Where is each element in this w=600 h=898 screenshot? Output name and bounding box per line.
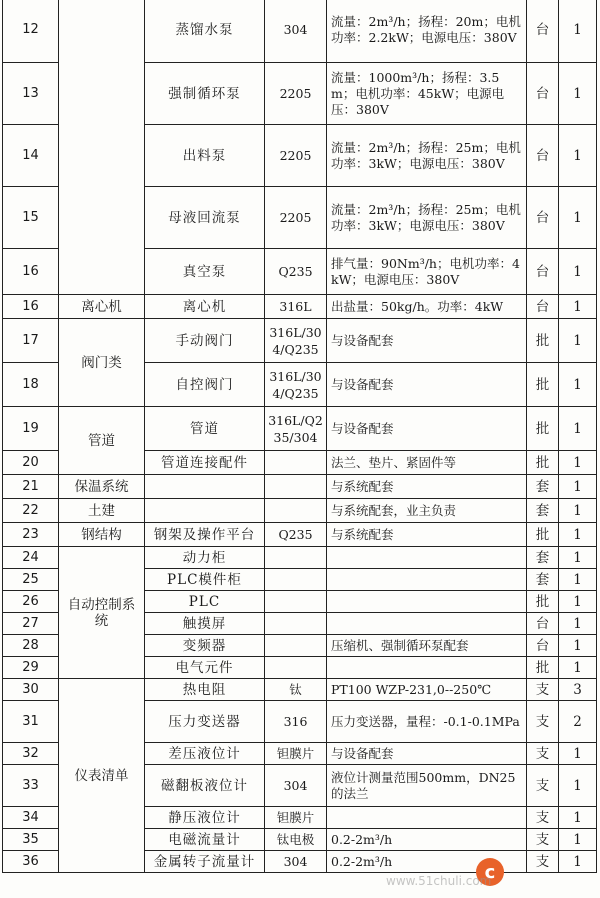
category-cell: 仪表清单 xyxy=(59,679,145,873)
unit: 支 xyxy=(527,679,559,701)
item-name: 自控阀门 xyxy=(145,363,265,407)
item-name: 离心机 xyxy=(145,295,265,319)
unit: 批 xyxy=(527,657,559,679)
specification xyxy=(327,613,527,635)
unit: 台 xyxy=(527,613,559,635)
item-name: PLC xyxy=(145,591,265,613)
specification: 排气量：90Nm³/h；电机功率：4kW；电源电压：380V xyxy=(327,249,527,295)
specification: 与设备配套 xyxy=(327,743,527,765)
material: 304 xyxy=(265,0,327,63)
category-cell: 离心机 xyxy=(59,295,145,319)
row-number: 29 xyxy=(3,657,59,679)
material: Q235 xyxy=(265,249,327,295)
category-cell: 保温系统 xyxy=(59,475,145,499)
material: 钽膜片 xyxy=(265,807,327,829)
unit: 台 xyxy=(527,295,559,319)
specification xyxy=(327,569,527,591)
row-number: 12 xyxy=(3,0,59,63)
material xyxy=(265,451,327,475)
specification: 流量：1000m³/h；扬程：3.5m；电机功率：45kW；电源电压：380V xyxy=(327,63,527,125)
unit: 支 xyxy=(527,765,559,807)
material xyxy=(265,635,327,657)
unit: 批 xyxy=(527,523,559,547)
row-number: 24 xyxy=(3,547,59,569)
row-number: 19 xyxy=(3,407,59,451)
row-number: 13 xyxy=(3,63,59,125)
unit: 台 xyxy=(527,63,559,125)
specification: 法兰、垫片、紧固件等 xyxy=(327,451,527,475)
material xyxy=(265,569,327,591)
row-number: 17 xyxy=(3,319,59,363)
specification: PT100 WZP-231,0--250℃ xyxy=(327,679,527,701)
category-cell: 土建 xyxy=(59,499,145,523)
material: 钛电极 xyxy=(265,829,327,851)
item-name: 金属转子流量计 xyxy=(145,851,265,873)
specification: 与设备配套 xyxy=(327,363,527,407)
material: 316L/304/Q235 xyxy=(265,319,327,363)
item-name: 强制循环泵 xyxy=(145,63,265,125)
row-number: 27 xyxy=(3,613,59,635)
quantity: 1 xyxy=(559,0,597,63)
table-row xyxy=(3,679,597,701)
quantity: 1 xyxy=(559,249,597,295)
row-number: 16 xyxy=(3,249,59,295)
row-number: 28 xyxy=(3,635,59,657)
item-name: 触摸屏 xyxy=(145,613,265,635)
quantity: 1 xyxy=(559,187,597,249)
item-name: 电气元件 xyxy=(145,657,265,679)
unit: 台 xyxy=(527,125,559,187)
row-number: 34 xyxy=(3,807,59,829)
unit: 支 xyxy=(527,807,559,829)
specification xyxy=(327,657,527,679)
category-cell: 钢结构 xyxy=(59,523,145,547)
item-name: 静压液位计 xyxy=(145,807,265,829)
specification: 压力变送器，量程：-0.1-0.1MPa xyxy=(327,701,527,743)
unit: 台 xyxy=(527,249,559,295)
quantity: 1 xyxy=(559,125,597,187)
quantity: 1 xyxy=(559,295,597,319)
material xyxy=(265,499,327,523)
material: 钽膜片 xyxy=(265,743,327,765)
material: 304 xyxy=(265,765,327,807)
quantity: 1 xyxy=(559,765,597,807)
material: 2205 xyxy=(265,63,327,125)
material xyxy=(265,613,327,635)
row-number: 33 xyxy=(3,765,59,807)
material: 304 xyxy=(265,851,327,873)
specification xyxy=(327,547,527,569)
item-name: 手动阀门 xyxy=(145,319,265,363)
row-number: 30 xyxy=(3,679,59,701)
specification: 与设备配套 xyxy=(327,407,527,451)
specification: 0.2-2m³/h xyxy=(327,829,527,851)
watermark-logo-icon xyxy=(474,848,594,892)
table-row xyxy=(3,523,597,547)
unit: 套 xyxy=(527,499,559,523)
item-name: 差压液位计 xyxy=(145,743,265,765)
table-row xyxy=(3,319,597,363)
table-body xyxy=(3,0,597,873)
specification: 0.2-2m³/h xyxy=(327,851,527,873)
quantity: 1 xyxy=(559,547,597,569)
row-number: 26 xyxy=(3,591,59,613)
table-row xyxy=(3,475,597,499)
watermark-brand-char: c xyxy=(484,862,496,883)
specification: 压缩机、强制循环泵配套 xyxy=(327,635,527,657)
quantity: 1 xyxy=(559,475,597,499)
table-row xyxy=(3,295,597,319)
quantity: 1 xyxy=(559,363,597,407)
quantity: 1 xyxy=(559,591,597,613)
quantity: 1 xyxy=(559,63,597,125)
row-number: 23 xyxy=(3,523,59,547)
material xyxy=(265,657,327,679)
unit: 批 xyxy=(527,319,559,363)
specification xyxy=(327,807,527,829)
quantity: 1 xyxy=(559,613,597,635)
item-name: 管道 xyxy=(145,407,265,451)
specification xyxy=(327,591,527,613)
item-name: 母液回流泵 xyxy=(145,187,265,249)
specification: 与系统配套，业主负责 xyxy=(327,499,527,523)
item-name: 电磁流量计 xyxy=(145,829,265,851)
unit: 支 xyxy=(527,701,559,743)
category-cell: 自动控制系统 xyxy=(59,547,145,679)
quantity: 1 xyxy=(559,829,597,851)
specification: 与系统配套 xyxy=(327,523,527,547)
category-cell xyxy=(59,0,145,295)
unit: 支 xyxy=(527,851,559,873)
category-cell: 阀门类 xyxy=(59,319,145,407)
row-number: 36 xyxy=(3,851,59,873)
equipment-table xyxy=(2,0,597,873)
item-name: 管道连接配件 xyxy=(145,451,265,475)
quantity: 2 xyxy=(559,701,597,743)
table-row xyxy=(3,499,597,523)
quantity: 1 xyxy=(559,807,597,829)
specification: 出盐量：50kg/h。功率：4kW xyxy=(327,295,527,319)
row-number: 20 xyxy=(3,451,59,475)
row-number: 16 xyxy=(3,295,59,319)
row-number: 21 xyxy=(3,475,59,499)
material: 钛 xyxy=(265,679,327,701)
item-name: 出料泵 xyxy=(145,125,265,187)
item-name: 钢架及操作平台 xyxy=(145,523,265,547)
unit: 套 xyxy=(527,475,559,499)
item-name xyxy=(145,475,265,499)
material: 2205 xyxy=(265,187,327,249)
row-number: 14 xyxy=(3,125,59,187)
specification: 流量：2m³/h；扬程：20m；电机功率：2.2kW；电源电压：380V xyxy=(327,0,527,63)
quantity: 1 xyxy=(559,851,597,873)
quantity: 1 xyxy=(559,657,597,679)
unit: 支 xyxy=(527,743,559,765)
specification: 流量：2m³/h；扬程：25m；电机功率：3kW；电源电压：380V xyxy=(327,125,527,187)
unit: 批 xyxy=(527,363,559,407)
material xyxy=(265,591,327,613)
table-row xyxy=(3,547,597,569)
material: Q235 xyxy=(265,523,327,547)
quantity: 1 xyxy=(559,523,597,547)
material: 316L xyxy=(265,295,327,319)
unit: 套 xyxy=(527,547,559,569)
material: 316 xyxy=(265,701,327,743)
specification: 与设备配套 xyxy=(327,319,527,363)
item-name: 蒸馏水泵 xyxy=(145,0,265,63)
quantity: 1 xyxy=(559,407,597,451)
unit: 台 xyxy=(527,635,559,657)
item-name: 热电阻 xyxy=(145,679,265,701)
table-row xyxy=(3,0,597,63)
material: 316L/304/Q235 xyxy=(265,363,327,407)
material xyxy=(265,547,327,569)
unit: 台 xyxy=(527,187,559,249)
quantity: 1 xyxy=(559,743,597,765)
row-number: 35 xyxy=(3,829,59,851)
unit: 批 xyxy=(527,407,559,451)
unit: 台 xyxy=(527,0,559,63)
quantity: 1 xyxy=(559,499,597,523)
item-name xyxy=(145,499,265,523)
row-number: 31 xyxy=(3,701,59,743)
item-name: 真空泵 xyxy=(145,249,265,295)
material xyxy=(265,475,327,499)
quantity: 1 xyxy=(559,451,597,475)
quantity: 1 xyxy=(559,319,597,363)
item-name: 动力柜 xyxy=(145,547,265,569)
table-row xyxy=(3,407,597,451)
material: 2205 xyxy=(265,125,327,187)
item-name: 压力变送器 xyxy=(145,701,265,743)
quantity: 1 xyxy=(559,569,597,591)
row-number: 25 xyxy=(3,569,59,591)
item-name: 变频器 xyxy=(145,635,265,657)
row-number: 18 xyxy=(3,363,59,407)
item-name: 磁翻板液位计 xyxy=(145,765,265,807)
specification: 与系统配套 xyxy=(327,475,527,499)
specification: 液位计测量范围500mm，DN25的法兰 xyxy=(327,765,527,807)
row-number: 22 xyxy=(3,499,59,523)
watermark-url: www.51chuli.com xyxy=(386,874,492,888)
material: 316L/Q235/304 xyxy=(265,407,327,451)
specification: 流量：2m³/h；扬程：25m；电机功率：3kW；电源电压：380V xyxy=(327,187,527,249)
item-name: PLC模件柜 xyxy=(145,569,265,591)
unit: 批 xyxy=(527,591,559,613)
category-cell: 管道 xyxy=(59,407,145,475)
unit: 批 xyxy=(527,451,559,475)
quantity: 1 xyxy=(559,635,597,657)
quantity: 3 xyxy=(559,679,597,701)
row-number: 15 xyxy=(3,187,59,249)
row-number: 32 xyxy=(3,743,59,765)
unit: 套 xyxy=(527,569,559,591)
unit: 支 xyxy=(527,829,559,851)
